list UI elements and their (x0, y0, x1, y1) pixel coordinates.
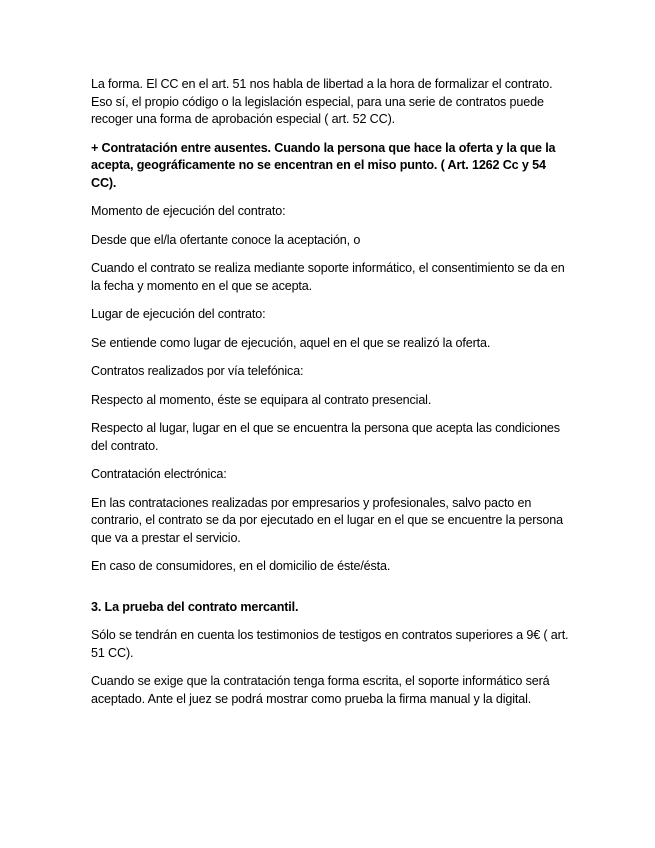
paragraph-soporte-informatico: Cuando el contrato se realiza mediante soporte informático, el consentimiento se da en la fecha y momento en el que se acepta. (91, 261, 565, 293)
paragraph-contratacion-ausentes: + Contratación entre ausentes. Cuando la persona que hace la oferta y la que la acepta, geográficamente no se encentran en el miso punto. ( Art. 1262 Cc y 54 CC). (91, 140, 556, 190)
paragraph-lugar-ejecucion-title: Lugar de ejecución del contrato: (91, 307, 266, 321)
paragraph-electronica-consumidores: En caso de consumidores, en el domicilio de éste/ésta. (91, 559, 391, 573)
paragraph-forma-escrita: Cuando se exige que la contratación tenga forma escrita, el soporte informático será aceptado. Ante el juez se podrá mostrar como prueba la firma manual y la digital. (91, 674, 550, 706)
paragraph-lugar-ejecucion: Se entiende como lugar de ejecución, aquel en el que se realizó la oferta. (91, 335, 491, 350)
paragraph-testigos: Sólo se tendrán en cuenta los testimonios de testigos en contratos superiores a 9€ ( art. 51 CC). (91, 628, 569, 660)
paragraph-momento-ejecucion-title: Momento de ejecución del contrato: (91, 204, 286, 218)
document-page (91, 76, 571, 719)
section-heading-prueba: 3. La prueba del contrato mercantil. (91, 599, 299, 614)
paragraph-electronica-empresarios: En las contrataciones realizadas por empresarios y profesionales, salvo pacto en contrario, el contrato se da por ejecutado en el lugar en el que se encuentre la persona que va a prestar el servicio. (91, 495, 563, 545)
paragraph-forma: La forma. El CC en el art. 51 nos habla de libertad a la hora de formalizar el contrato. Eso sí, el propio código o la legislación especial, para una serie de contratos puede recoger una forma de aprobación especial ( art. 52 CC). (91, 77, 553, 126)
paragraph-telefonica-lugar: Respecto al lugar, lugar en el que se encuentra la persona que acepta las condiciones del contrato. (91, 421, 560, 453)
paragraph-telefonica-momento: Respecto al momento, éste se equipara al contrato presencial. (91, 392, 432, 407)
paragraph-electronica-title: Contratación electrónica: (91, 467, 227, 481)
paragraph-telefonica-title: Contratos realizados por vía telefónica: (91, 364, 304, 378)
paragraph-desde-que: Desde que el/la ofertante conoce la aceptación, o (91, 232, 361, 247)
